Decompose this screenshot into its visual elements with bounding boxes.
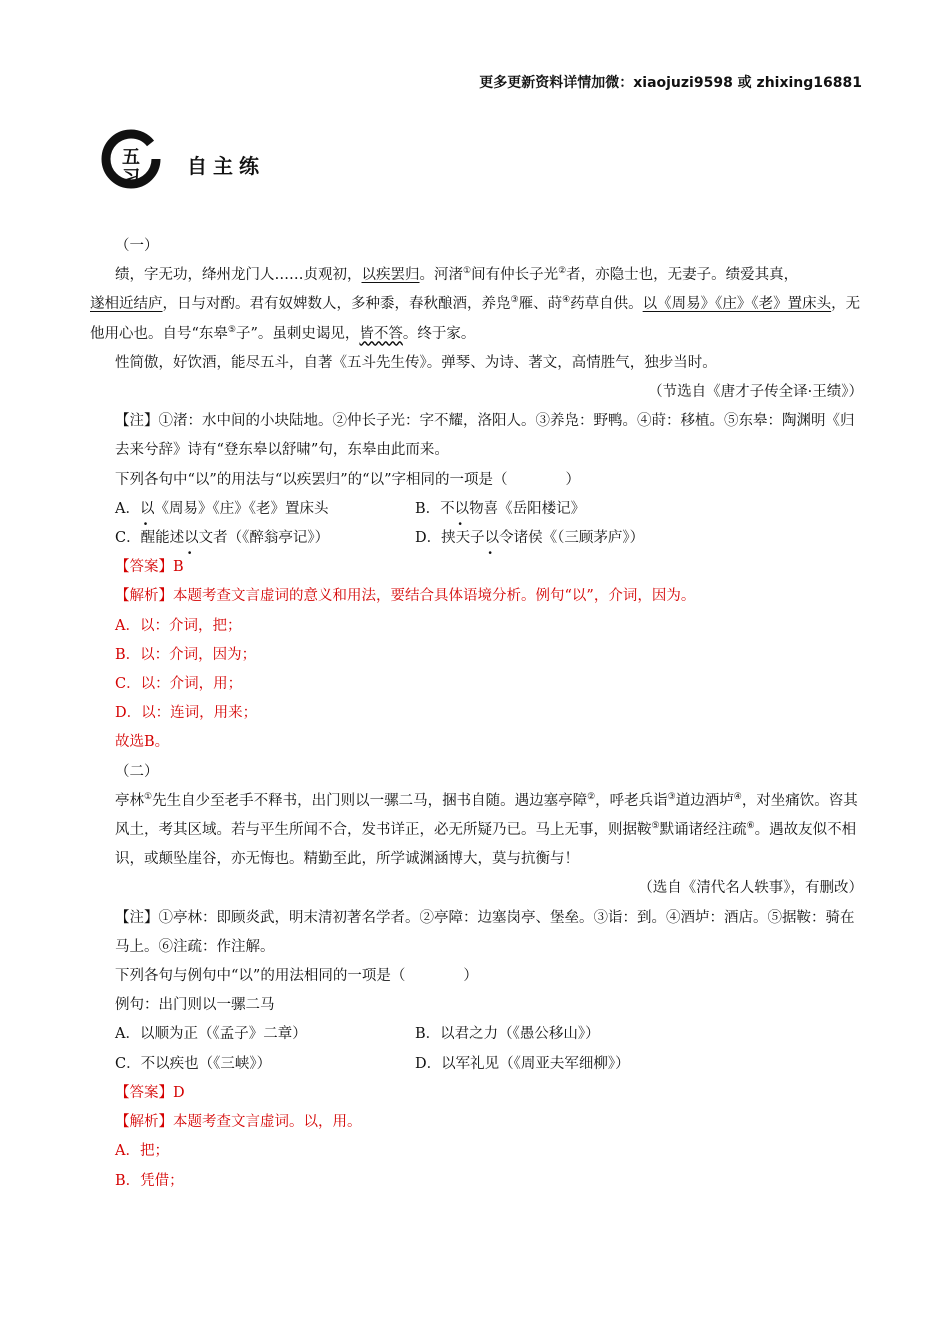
part2-example: 例句：出门则以一骡二马	[115, 997, 275, 1014]
part1-exp-a: A．以：介词，把；	[115, 617, 242, 634]
option-b: B．不以物喜《岳阳楼记》	[415, 500, 586, 517]
option-d: D．挟天子以令诸侯《（三顾茅庐》）	[415, 530, 645, 547]
wavy-underlined-phrase: 皆不答	[359, 325, 403, 342]
part2-source: （选自《清代名人轶事》，有删改）	[638, 880, 863, 897]
part1-passage-p2: 性简傲，好饮酒，能尽五斗，自著《五斗先生传》。弹琴、为诗、著文，高情胜气，独步当时。	[115, 354, 717, 371]
part2-options-row2	[115, 1050, 863, 1079]
underlined-phrase: 以疾罢归	[361, 267, 420, 284]
option-c: C．醒能述以文者（《醉翁亭记》）	[115, 530, 330, 547]
part1-source: （节选自《唐才子传全译·王绩》）	[648, 384, 863, 401]
part1-exp-d: D．以：连词，用来；	[115, 705, 258, 722]
option-a: A．以《周易》《庄》《老》置床头	[115, 500, 329, 517]
badge-char-1: 五	[122, 147, 140, 168]
section-title: 自主练	[187, 154, 265, 178]
part1-conclusion: 故选B。	[115, 734, 170, 751]
part2-passage: 亭林①先生自少至老手不释书，出门则以一骡二马，捆书自随。遇边塞亭障②，呼老兵诣③道边酒垆④，对坐痛饮。咨其风土，考其区域。若与平生所闻不合，发书详正，必无所疑乃已。马上无事，则据鞍⑤默诵诸经注疏⑥。遇故友似不相识，或颠坠崖谷，亦无悔也。精勤至此，所学诚渊涵博大，莫与抗衡与！	[115, 792, 858, 868]
part1-passage-p1: 绩，字无功，绛州龙门人……贞观初，以疾罢归。河渚①间有仲长子光②者，亦隐士也，无妻子。绩爱其真，	[115, 266, 799, 284]
part1-note: 【注】①渚：水中间的小块陆地。②仲长子光：字不耀，洛阳人。③养凫：野鸭。④莳：移植。⑤东皋：陶渊明《归去来兮辞》诗有“登东皋以舒啸”句，东皋由此而来。	[115, 413, 855, 459]
option-b: B．以君之力（《愚公移山》）	[415, 1026, 600, 1043]
part1-explanation: 【解析】本题考查文言虚词的意义和用法，要结合具体语境分析。例句“以”，介词，因为。	[115, 588, 696, 605]
part2-exp-b: B．凭借；	[115, 1172, 184, 1189]
section-badge	[100, 128, 162, 190]
part2-answer: 【答案】D	[115, 1084, 185, 1101]
document-body	[90, 232, 863, 1196]
part2-options-row1	[115, 1020, 863, 1049]
part2-label: （二）	[115, 763, 159, 780]
part1-exp-b: B．以：介词，因为；	[115, 646, 257, 663]
part1-passage-p1-cont: 遂相近结庐，日与对酌。君有奴婢数人，多种黍，春秋酿酒，养凫③雁、莳④药草自供。以《周易》《庄》《老》置床头，无他用心也。自号“东皋⑤子”。虽刺史谒见，皆不答。终于家。	[90, 295, 861, 342]
option-a: A．以顺为正（《孟子》二章）	[115, 1026, 307, 1043]
badge-char-2: 习	[122, 167, 140, 188]
part2-question: 下列各句与例句中“以”的用法相同的一项是（ ）	[115, 968, 478, 985]
underlined-phrase: 遂相近结庐	[90, 296, 163, 313]
part1-question: 下列各句中“以”的用法与“以疾罢归”的“以”字相同的一项是（ ）	[115, 471, 580, 488]
option-d: D．以军礼见（《周亚夫军细柳》）	[415, 1055, 630, 1072]
underlined-phrase: 以《周易》《庄》《老》置床头	[642, 296, 832, 313]
part1-exp-c: C．以：介词，用；	[115, 676, 243, 693]
part1-answer: 【答案】B	[115, 559, 184, 576]
part1-options-row2	[115, 524, 863, 553]
page-header-contact: 更多更新资料详情加微：xiaojuzi9598 或 zhixing16881	[479, 75, 862, 91]
part2-explanation: 【解析】本题考查文言虚词。以，用。	[115, 1114, 362, 1131]
part2-exp-a: A．把；	[115, 1143, 169, 1160]
part1-options-row1	[115, 495, 863, 524]
part2-note: 【注】①亭林：即顾炎武，明末清初著名学者。②亭障：边塞岗亭、堡垒。③诣：到。④酒垆：酒店。⑤据鞍：骑在马上。⑥注疏：作注解。	[115, 909, 855, 955]
option-c: C．不以疾也（《三峡》）	[115, 1055, 272, 1072]
part1-label: （一）	[115, 238, 159, 254]
